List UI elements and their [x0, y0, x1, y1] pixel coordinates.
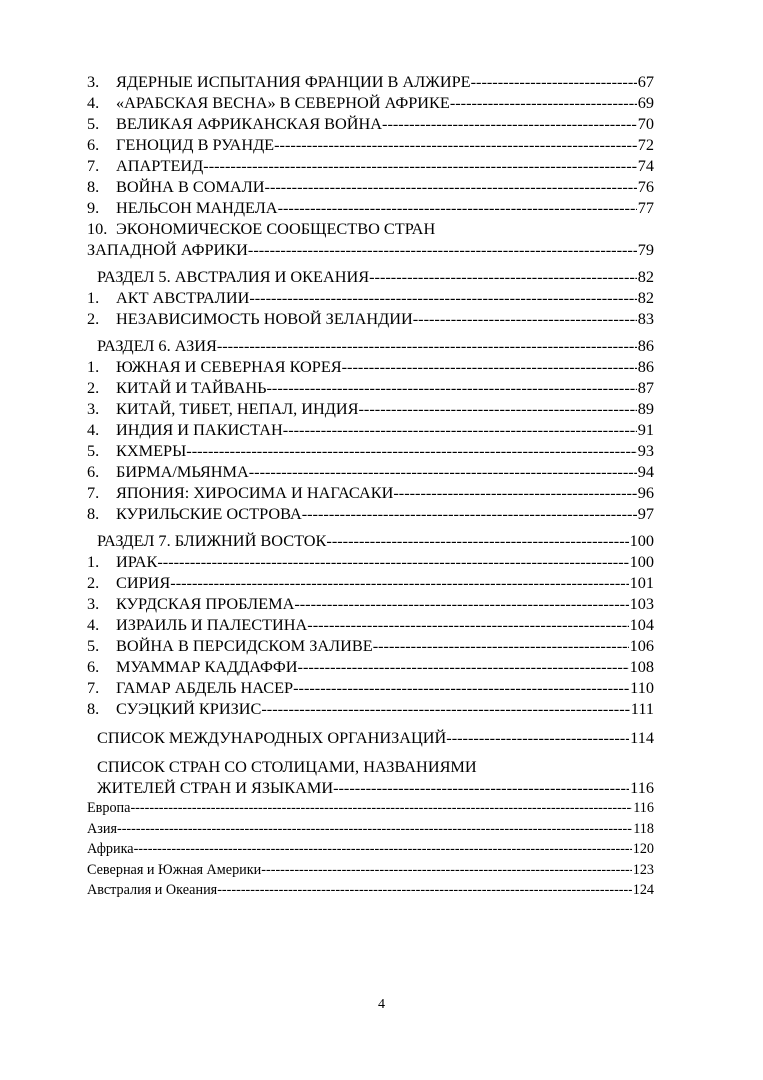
- entry-title: АКТ АВСТРАЛИИ: [116, 288, 250, 307]
- entry-page: 86: [637, 357, 654, 376]
- entry-title: МУАММАР КАДДАФФИ: [116, 657, 298, 676]
- entry-page: 67: [637, 72, 654, 91]
- toc-subentry[interactable]: [87, 798, 654, 819]
- dot-leader: [217, 880, 632, 901]
- dot-leader: [134, 839, 632, 860]
- entry-number: 4.: [87, 615, 100, 634]
- entry-line: [87, 218, 654, 239]
- toc-entry[interactable]: [87, 440, 654, 461]
- entry-page: 82: [637, 288, 654, 307]
- dot-leader: [450, 92, 637, 113]
- toc-subentry[interactable]: [87, 819, 654, 840]
- entry-title: «АРАБСКАЯ ВЕСНА» В СЕВЕРНОЙ АФРИКЕ: [116, 93, 450, 112]
- entry-page: 120: [632, 841, 654, 857]
- toc-entry[interactable]: [87, 398, 654, 419]
- section-page: 86: [637, 336, 654, 355]
- dot-leader: [283, 419, 637, 440]
- section-title-line: СПИСОК СТРАН СО СТОЛИЦАМИ, НАЗВАНИЯМИ: [97, 757, 477, 776]
- dot-leader: [261, 698, 629, 719]
- entry-number: 1.: [87, 288, 100, 307]
- entry-number: 6.: [87, 135, 100, 154]
- entry-number: 8.: [87, 177, 100, 196]
- entry-title: ВОЙНА В ПЕРСИДСКОМ ЗАЛИВЕ: [116, 636, 373, 655]
- page-number: 4: [378, 997, 385, 1012]
- entry-title: КХМЕРЫ: [116, 441, 187, 460]
- entry-title: КИТАЙ И ТАЙВАНЬ: [116, 378, 267, 397]
- section-title: РАЗДЕЛ 6. АЗИЯ: [97, 336, 217, 355]
- entry-number: 7.: [87, 156, 100, 175]
- entry-title: СУЭЦКИЙ КРИЗИС: [116, 699, 262, 718]
- entry-number: 8.: [87, 504, 100, 523]
- section-title: СПИСОК МЕЖДУНАРОДНЫХ ОРГАНИЗАЦИЙ: [97, 728, 447, 747]
- section-5: [87, 266, 654, 329]
- section-page: 114: [630, 728, 654, 747]
- entry-page: 110: [630, 678, 654, 697]
- section-heading[interactable]: [87, 335, 654, 356]
- entry-page: 111: [630, 699, 654, 718]
- spacer: [87, 748, 654, 756]
- entry-title: НЕЗАВИСИМОСТЬ НОВОЙ ЗЕЛАНДИИ: [116, 309, 413, 328]
- toc-entry[interactable]: [87, 698, 654, 719]
- dot-leader: [333, 777, 629, 798]
- entry-title: ВЕЛИКАЯ АФРИКАНСКАЯ ВОЙНА: [116, 114, 383, 133]
- entry-title: ЮЖНАЯ И СЕВЕРНАЯ КОРЕЯ: [116, 357, 342, 376]
- toc-entry[interactable]: [87, 419, 654, 440]
- entry-page: 89: [637, 399, 654, 418]
- dot-leader: [393, 482, 636, 503]
- dot-leader: [342, 356, 637, 377]
- section-title-continued: ЖИТЕЛЕЙ СТРАН И ЯЗЫКАМИ: [97, 778, 334, 797]
- table-of-contents: [87, 71, 654, 901]
- toc-orgs-heading[interactable]: [87, 727, 654, 748]
- entry-page: 77: [637, 198, 654, 217]
- dot-leader: [359, 398, 637, 419]
- entry-number: 2.: [87, 309, 100, 328]
- spacer: [87, 719, 654, 727]
- entry-number: 7.: [87, 678, 100, 697]
- toc-entry[interactable]: [87, 572, 654, 593]
- entry-page: 93: [637, 441, 654, 460]
- toc-entry[interactable]: [87, 176, 654, 197]
- entry-number: 1.: [87, 552, 100, 571]
- entry-page: 96: [637, 483, 654, 502]
- entry-title: Азия: [87, 820, 117, 837]
- entry-page: 83: [637, 309, 654, 328]
- entry-title: ЯПОНИЯ: ХИРОСИМА И НАГАСАКИ: [116, 483, 394, 502]
- entry-title: БИРМА/МЬЯНМА: [116, 462, 249, 481]
- entry-number: 2.: [87, 378, 100, 397]
- countries-section: [87, 756, 654, 901]
- dot-leader: [373, 635, 629, 656]
- entry-page: 118: [633, 820, 654, 837]
- dot-leader: [382, 113, 637, 134]
- entry-number: 9.: [87, 198, 100, 217]
- entry-title: ИЗРАИЛЬ И ПАЛЕСТИНА: [116, 615, 308, 634]
- toc-entry[interactable]: [87, 92, 654, 113]
- entry-title: НЕЛЬСОН МАНДЕЛА: [116, 198, 278, 217]
- toc-entry[interactable]: [87, 377, 654, 398]
- entry-title: КУРДСКАЯ ПРОБЛЕМА: [116, 594, 295, 613]
- dot-leader: [298, 656, 629, 677]
- entry-title: ВОЙНА В СОМАЛИ: [116, 177, 265, 196]
- entry-number: 6.: [87, 462, 100, 481]
- entry-title: Австралия и Океания: [87, 882, 218, 898]
- entry-page: 79: [637, 240, 654, 259]
- toc-entry[interactable]: [87, 197, 654, 218]
- entry-page: 100: [629, 552, 654, 571]
- dot-leader: [203, 155, 636, 176]
- toc-subentry[interactable]: [87, 860, 654, 881]
- toc-entry[interactable]: [87, 113, 654, 134]
- dot-leader: [248, 239, 637, 260]
- section-heading[interactable]: [87, 530, 654, 551]
- entry-title: СИРИЯ: [116, 573, 171, 592]
- dot-leader: [249, 461, 637, 482]
- entry-number: 4.: [87, 93, 100, 112]
- toc-entry[interactable]: [87, 656, 654, 677]
- toc-entry[interactable]: [87, 134, 654, 155]
- toc-entry[interactable]: [87, 482, 654, 503]
- section-title: РАЗДЕЛ 7. БЛИЖНИЙ ВОСТОК: [97, 531, 327, 550]
- entry-number: 1.: [87, 357, 100, 376]
- entry-page: 72: [637, 135, 654, 154]
- toc-subentry[interactable]: [87, 839, 654, 860]
- entry-number: 3.: [87, 594, 100, 613]
- toc-entry[interactable]: [87, 677, 654, 698]
- toc-entry-multiline[interactable]: [87, 218, 654, 260]
- dot-leader: [446, 727, 629, 748]
- entry-number: 3.: [87, 399, 100, 418]
- dot-leader: [170, 572, 628, 593]
- entry-title: ГЕНОЦИД В РУАНДЕ: [116, 135, 275, 154]
- entry-page: 76: [637, 177, 654, 196]
- entry-page: 74: [637, 156, 654, 175]
- dot-leader: [274, 134, 637, 155]
- section-page: 116: [630, 778, 654, 797]
- entry-page: 124: [632, 882, 654, 898]
- entry-number: 6.: [87, 657, 100, 676]
- dot-leader: [307, 614, 628, 635]
- entry-title: АПАРТЕИД: [116, 156, 204, 175]
- entry-number: 5.: [87, 441, 100, 460]
- dot-leader: [293, 677, 629, 698]
- section-heading[interactable]: [87, 266, 654, 287]
- toc-entry[interactable]: [87, 551, 654, 572]
- toc-entry[interactable]: [87, 71, 654, 92]
- section-6: [87, 335, 654, 524]
- toc-entry[interactable]: [87, 635, 654, 656]
- toc-subentry[interactable]: [87, 880, 654, 901]
- entry-page: 87: [637, 378, 654, 397]
- entry-page: 69: [637, 93, 654, 112]
- entry-title: ЭКОНОМИЧЕСКОЕ СООБЩЕСТВО СТРАН: [116, 219, 436, 238]
- entry-page: 91: [637, 420, 654, 439]
- entry-title: Европа: [87, 800, 131, 816]
- entry-number: 5.: [87, 114, 100, 133]
- entry-number: 8.: [87, 699, 100, 718]
- entry-page: 108: [629, 657, 654, 676]
- entry-page: 70: [637, 114, 654, 133]
- entry-line: [87, 239, 654, 260]
- toc-entry[interactable]: [87, 356, 654, 377]
- entry-title: Африка: [87, 841, 134, 857]
- entry-title: ГАМАР АБДЕЛЬ НАСЕР: [116, 678, 294, 697]
- entry-number: 3.: [87, 72, 100, 91]
- toc-entry[interactable]: [87, 287, 654, 308]
- dot-leader: [261, 860, 631, 881]
- entry-title: КУРИЛЬСКИЕ ОСТРОВА: [116, 504, 302, 523]
- dot-leader: [186, 440, 636, 461]
- dot-leader: [369, 266, 637, 287]
- entry-title: ИРАК: [116, 552, 158, 571]
- entry-page: 101: [629, 573, 654, 592]
- entry-title: КИТАЙ, ТИБЕТ, НЕПАЛ, ИНДИЯ: [116, 399, 359, 418]
- section-page: 100: [629, 531, 654, 550]
- dot-leader: [471, 71, 637, 92]
- entry-number: 5.: [87, 636, 100, 655]
- section-page: 82: [637, 267, 654, 286]
- toc-entry[interactable]: [87, 155, 654, 176]
- dot-leader: [117, 819, 632, 840]
- entry-number: 4.: [87, 420, 100, 439]
- dot-leader: [294, 593, 628, 614]
- toc-entry[interactable]: [87, 593, 654, 614]
- entry-number: 7.: [87, 483, 100, 502]
- entry-page: 97: [637, 504, 654, 523]
- dot-leader: [217, 335, 637, 356]
- dot-leader: [326, 530, 628, 551]
- entry-title: Северная и Южная Америки: [87, 861, 262, 878]
- dot-leader: [157, 551, 628, 572]
- dot-leader: [267, 377, 637, 398]
- section-heading[interactable]: [87, 777, 654, 798]
- entry-page: 106: [629, 636, 654, 655]
- dot-leader: [130, 798, 632, 819]
- dot-leader: [302, 503, 637, 524]
- entry-title: ИНДИЯ И ПАКИСТАН: [116, 420, 283, 439]
- entry-page: 123: [632, 861, 654, 878]
- section-7: [87, 530, 654, 719]
- dot-leader: [249, 287, 636, 308]
- entry-title: ЯДЕРНЫЕ ИСПЫТАНИЯ ФРАНЦИИ В АЛЖИРЕ: [116, 72, 471, 91]
- africa-items: [87, 71, 654, 260]
- entry-number: 10.: [87, 219, 108, 238]
- dot-leader: [413, 308, 637, 329]
- entry-page: 104: [629, 615, 654, 634]
- entry-number: 2.: [87, 573, 100, 592]
- toc-entry[interactable]: [87, 614, 654, 635]
- toc-entry[interactable]: [87, 308, 654, 329]
- entry-page: 116: [633, 800, 654, 816]
- dot-leader: [265, 176, 637, 197]
- entry-title-continued: ЗАПАДНОЙ АФРИКИ: [87, 240, 248, 259]
- toc-entry[interactable]: [87, 503, 654, 524]
- toc-entry[interactable]: [87, 461, 654, 482]
- section-title: РАЗДЕЛ 5. АВСТРАЛИЯ И ОКЕАНИЯ: [97, 267, 370, 286]
- entry-page: 94: [637, 462, 654, 481]
- entry-page: 103: [629, 594, 654, 613]
- dot-leader: [278, 197, 637, 218]
